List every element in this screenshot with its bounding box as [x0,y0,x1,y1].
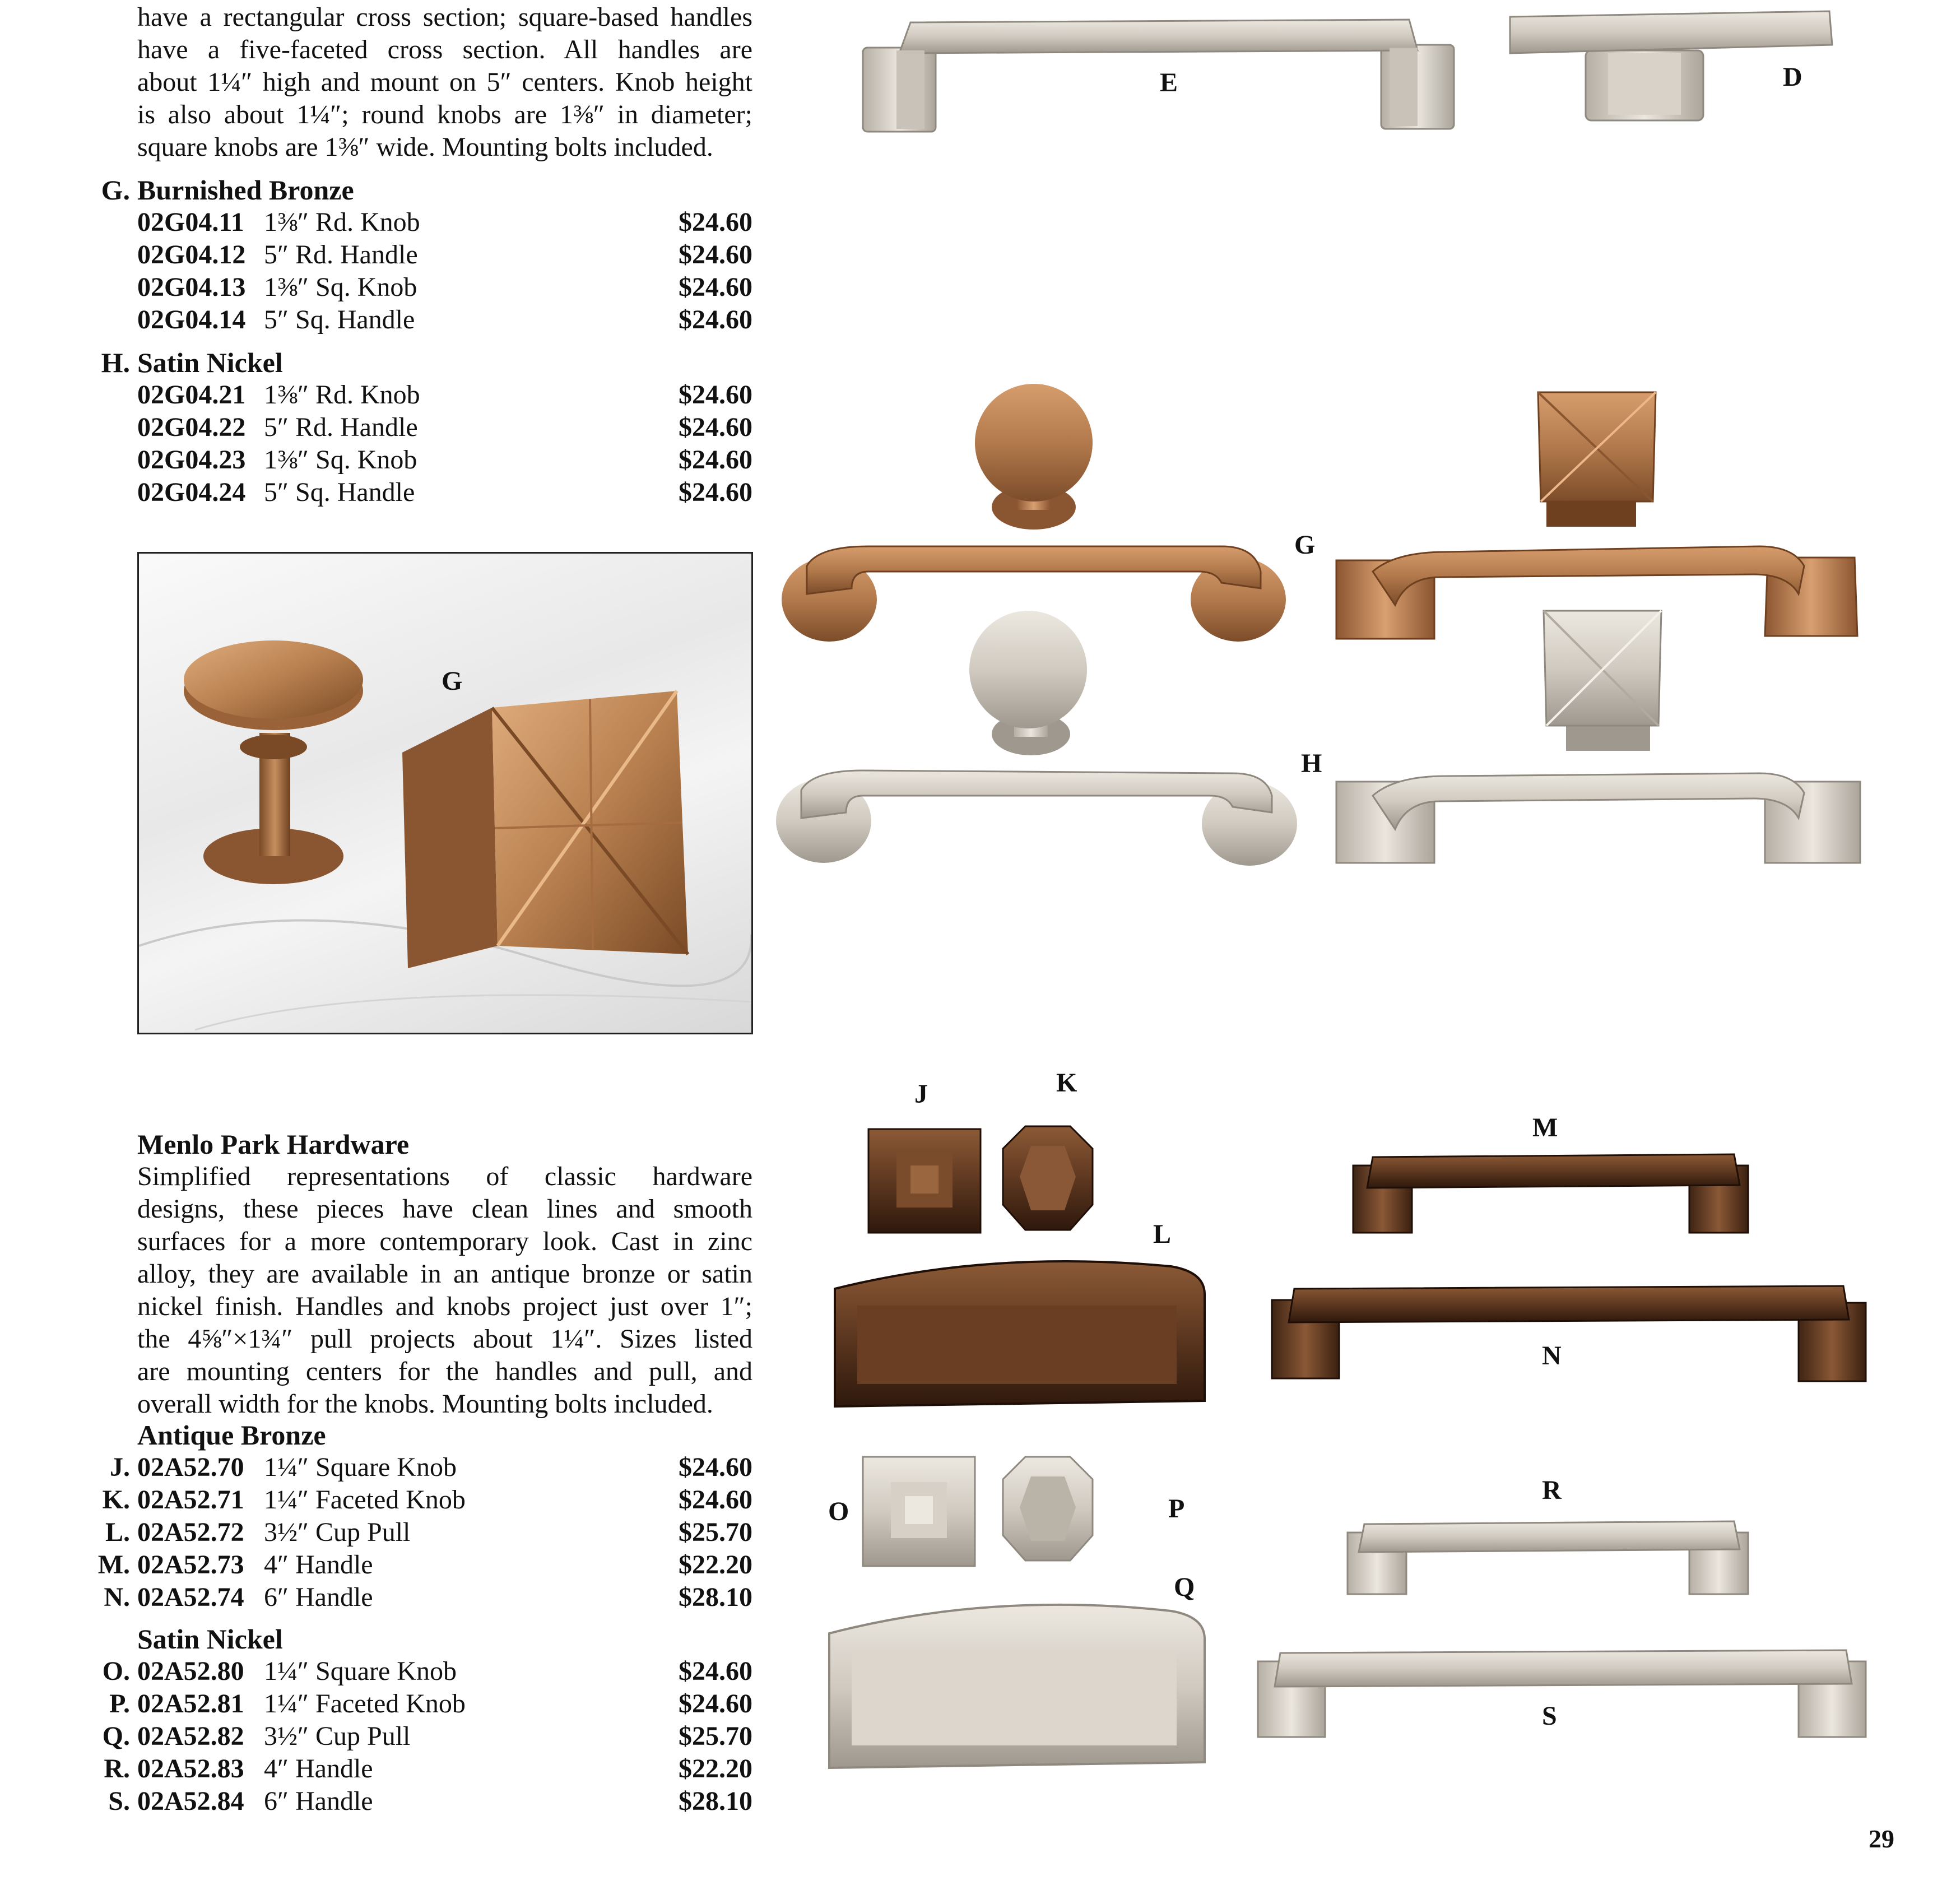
item-code: 02G04.24 [137,477,246,507]
photo-label-n: N [1542,1341,1562,1371]
item-price: $22.20 [679,1754,752,1784]
knob-k-image [1003,1126,1093,1230]
item-desc: 4″ Handle [264,1550,373,1580]
pull-l-image [835,1261,1205,1406]
intro-line: about 1¼″ high and mount on 5″ centers. Knob height [137,67,752,97]
item-price: $24.60 [679,1452,752,1482]
item-code: 02G04.12 [137,240,246,270]
item-desc: 1¼″ Square Knob [264,1656,457,1686]
knob-g-round-image [975,384,1093,530]
item-price: $24.60 [679,412,752,442]
photo-label-q: Q [1174,1572,1195,1602]
catalog-row [102,1655,752,1688]
item-price: $24.60 [679,1656,752,1686]
menlo-line: nickel finish. Handles and knobs project just over 1″; [137,1292,752,1321]
item-code: 02A52.70 [137,1452,244,1482]
item-code: 02G04.13 [137,272,246,302]
item-price: $24.60 [679,1485,752,1515]
finish-g-name: Burnished Bronze [137,174,354,206]
catalog-row [137,304,752,336]
menlo-title: Menlo Park Hardware [137,1129,410,1160]
photo-label-r: R [1542,1475,1562,1505]
knob-o-image [863,1457,975,1566]
item-desc: 1¼″ Faceted Knob [264,1689,466,1719]
item-price: $24.60 [679,477,752,507]
knob-j-image [868,1129,981,1233]
item-price: $25.70 [679,1721,752,1751]
item-price: $24.60 [679,207,752,237]
item-letter: N. [104,1582,130,1612]
catalog-row [137,271,752,304]
item-letter: M. [97,1550,130,1580]
catalog-row [108,1785,752,1818]
item-desc: 5″ Sq. Handle [264,305,415,335]
photo-label-p: P [1168,1494,1185,1524]
catalog-row [102,1484,752,1516]
pull-q-image [829,1605,1205,1768]
item-price: $22.20 [679,1550,752,1580]
item-code: 02A52.82 [137,1721,244,1751]
item-desc: 1⅜″ Rd. Knob [264,207,420,237]
page-number: 29 [1869,1824,1894,1853]
item-desc: 6″ Handle [264,1582,373,1612]
catalog-row [137,476,752,509]
knob-h-square-image [1544,611,1661,751]
item-desc: 1⅜″ Sq. Knob [264,445,417,475]
item-letter: P. [109,1689,130,1719]
item-desc: 3½″ Cup Pull [264,1721,411,1751]
handle-h-square-image [1336,773,1860,863]
catalog-row [109,1688,752,1720]
item-price: $24.60 [679,240,752,270]
photo-label-d: D [1783,62,1802,92]
catalog-row [105,1516,752,1549]
item-code: 02A52.84 [137,1786,244,1816]
catalog-row [104,1581,752,1614]
item-code: 02G04.23 [137,445,246,475]
handle-r-image [1348,1521,1748,1594]
item-desc: 1⅜″ Rd. Knob [264,380,420,410]
catalog-row [137,206,752,239]
item-code: 02A52.71 [137,1485,244,1515]
item-desc: 5″ Rd. Handle [264,412,418,442]
photo-label-s: S [1542,1701,1557,1731]
knob-photo [137,552,753,1034]
item-desc: 1¼″ Square Knob [264,1452,457,1482]
item-price: $28.10 [679,1582,752,1612]
menlo-line: the 4⅝″×1¾″ pull projects about 1¼″. Sizes listed [137,1324,752,1354]
photo-label-k: K [1056,1068,1077,1098]
photo-label-h: H [1301,749,1322,778]
knob-h-round-image [969,611,1087,755]
item-code: 02A52.72 [137,1517,244,1547]
item-desc: 4″ Handle [264,1754,373,1784]
photo-label-j: J [914,1079,928,1109]
catalog-row [97,1549,752,1581]
photo-label-g-top: G [1294,530,1316,560]
catalog-row [102,1720,752,1753]
item-price: $24.60 [679,445,752,475]
item-code: 02G04.11 [137,207,244,237]
finish-g-letter: G. [101,174,130,206]
handle-n-image [1272,1286,1866,1381]
photo-label-m: M [1532,1113,1558,1143]
finish-h-name: Satin Nickel [137,347,283,378]
catalog-row [137,379,752,411]
handle-m-image [1353,1154,1748,1233]
catalog-row [137,239,752,271]
item-desc: 6″ Handle [264,1786,373,1816]
finish-h-letter: H. [101,347,130,378]
catalog-row [110,1451,752,1484]
item-letter: J. [110,1452,130,1482]
menlo-line: designs, these pieces have clean lines and smooth [137,1194,752,1224]
item-code: 02A52.80 [137,1656,244,1686]
knob-photo-image [139,554,751,1033]
catalog-row [104,1753,752,1785]
menlo-line: alloy, they are available in an antique bronze or satin [137,1259,752,1289]
handle-h-round-image [776,770,1297,866]
photo-label-e: E [1160,68,1178,97]
intro-line: have a five-faceted cross section. All handles are [137,35,752,64]
item-letter: L. [105,1517,130,1547]
handle-e-image [863,20,1454,132]
photo-label-o: O [828,1497,849,1526]
photo-label-l: L [1153,1219,1172,1249]
menlo-line: Simplified representations of classic hardware [137,1162,752,1191]
item-desc: 1⅜″ Sq. Knob [264,272,417,302]
item-price: $28.10 [679,1786,752,1816]
antique-bronze-name: Antique Bronze [137,1419,326,1451]
intro-line: square knobs are 1⅜″ wide. Mounting bolts included. [137,132,713,162]
item-desc: 1¼″ Faceted Knob [264,1485,466,1515]
catalog-row [137,444,752,476]
item-desc: 5″ Rd. Handle [264,240,418,270]
item-desc: 5″ Sq. Handle [264,477,415,507]
item-code: 02A52.81 [137,1689,244,1719]
item-price: $24.60 [679,272,752,302]
menlo-line: are mounting centers for the handles and pull, and [137,1357,752,1386]
item-code: 02G04.14 [137,305,246,335]
item-code: 02G04.21 [137,380,246,410]
menlo-paragraph [137,1160,752,1420]
catalog-row [137,411,752,444]
photo-label-g: G [442,666,463,696]
satin-nickel-name: Satin Nickel [137,1623,283,1655]
item-price: $24.60 [679,380,752,410]
item-code: 02G04.22 [137,412,246,442]
item-letter: S. [108,1786,130,1816]
item-letter: O. [102,1656,130,1686]
menlo-line: surfaces for a more contemporary look. Cast in zinc [137,1227,752,1256]
product-illustrations [756,0,1956,1904]
knob-g-square-image [1538,392,1656,527]
intro-line: is also about 1¼″; round knobs are 1⅜″ in diameter; [137,100,752,129]
intro-line: have a rectangular cross section; square-based handles [137,2,752,32]
item-price: $24.60 [679,1689,752,1719]
item-code: 02A52.73 [137,1550,244,1580]
item-letter: R. [104,1754,130,1784]
item-price: $25.70 [679,1517,752,1547]
item-letter: K. [102,1485,130,1515]
menlo-line: overall width for the knobs. Mounting bolts included. [137,1389,713,1419]
knob-p-image [1003,1457,1093,1561]
item-letter: Q. [102,1721,130,1751]
item-desc: 3½″ Cup Pull [264,1517,411,1547]
handle-s-image [1258,1650,1866,1737]
item-code: 02A52.83 [137,1754,244,1784]
item-price: $24.60 [679,305,752,335]
item-code: 02A52.74 [137,1582,244,1612]
intro-paragraph [137,1,752,164]
